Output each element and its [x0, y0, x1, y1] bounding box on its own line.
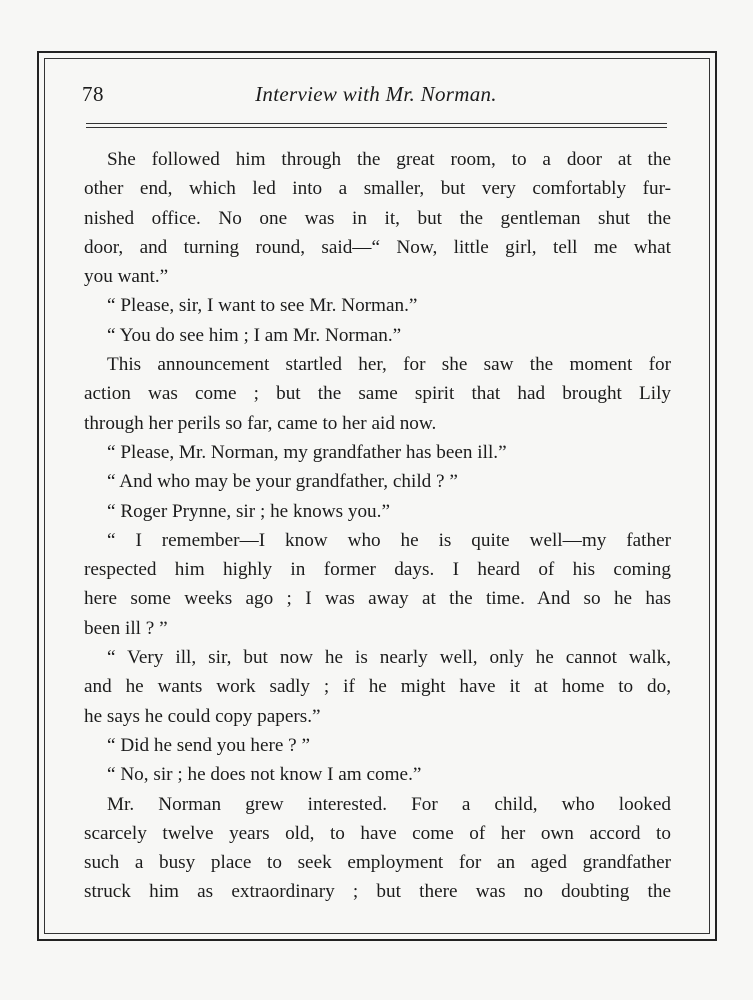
running-title: Interview with Mr. Norman. [255, 82, 497, 106]
text-line: struck him as extraordinary ; but there was no doubting the [84, 881, 671, 903]
text-line: scarcely twelve years old, to have come of her own accord to [84, 822, 671, 844]
text-line: “ Please, Mr. Norman, my grandfather has been ill.” [107, 441, 507, 463]
text-line: “ You do see him ; I am Mr. Norman.” [107, 324, 402, 346]
page-number: 78 [82, 82, 104, 106]
text-line: “ I remember—I know who he is quite well—my father [107, 529, 671, 551]
text-line: other end, which led into a smaller, but very comfortably fur- [84, 178, 671, 200]
text-line: “ Please, sir, I want to see Mr. Norman.” [107, 295, 418, 317]
text-line: nished office. No one was in it, but the gentleman shut the [84, 207, 671, 229]
text-line: respected him highly in former days. I heard of his coming [84, 559, 671, 581]
text-line: This announcement startled her, for she saw the moment for [107, 354, 671, 376]
text-line: She followed him through the great room, to a door at the [107, 149, 671, 170]
text-line: he says he could copy papers.” [84, 705, 321, 727]
text-line: Mr. Norman grew interested. For a child, who looked [107, 793, 671, 815]
text-line: “ And who may be your grandfather, child ? ” [107, 471, 458, 493]
text-line: door, and turning round, said—“ Now, little girl, tell me what [84, 236, 671, 258]
text-line: “ Very ill, sir, but now he is nearly well, only he cannot walk, [107, 647, 671, 669]
text-line: and he wants work sadly ; if he might have it at home to do, [84, 676, 671, 698]
text-line: been ill ? ” [84, 617, 168, 639]
text-line: “ No, sir ; he does not know I am come.” [107, 764, 422, 786]
header-rule-bottom [86, 127, 667, 128]
text-line: such a busy place to seek employment for an aged grandfather [84, 852, 671, 874]
text-line: you want.” [84, 266, 169, 288]
text-line: through her perils so far, came to her aid now. [84, 412, 437, 434]
body-text [84, 145, 671, 907]
text-line: action was come ; but the same spirit that had brought Lily [84, 383, 671, 405]
header-rule-top [86, 123, 667, 124]
text-line: “ Did he send you here ? ” [107, 734, 310, 756]
text-line: here some weeks ago ; I was away at the time. And so he has [84, 588, 671, 610]
page-header [82, 82, 670, 112]
text-line: “ Roger Prynne, sir ; he knows you.” [107, 500, 390, 522]
